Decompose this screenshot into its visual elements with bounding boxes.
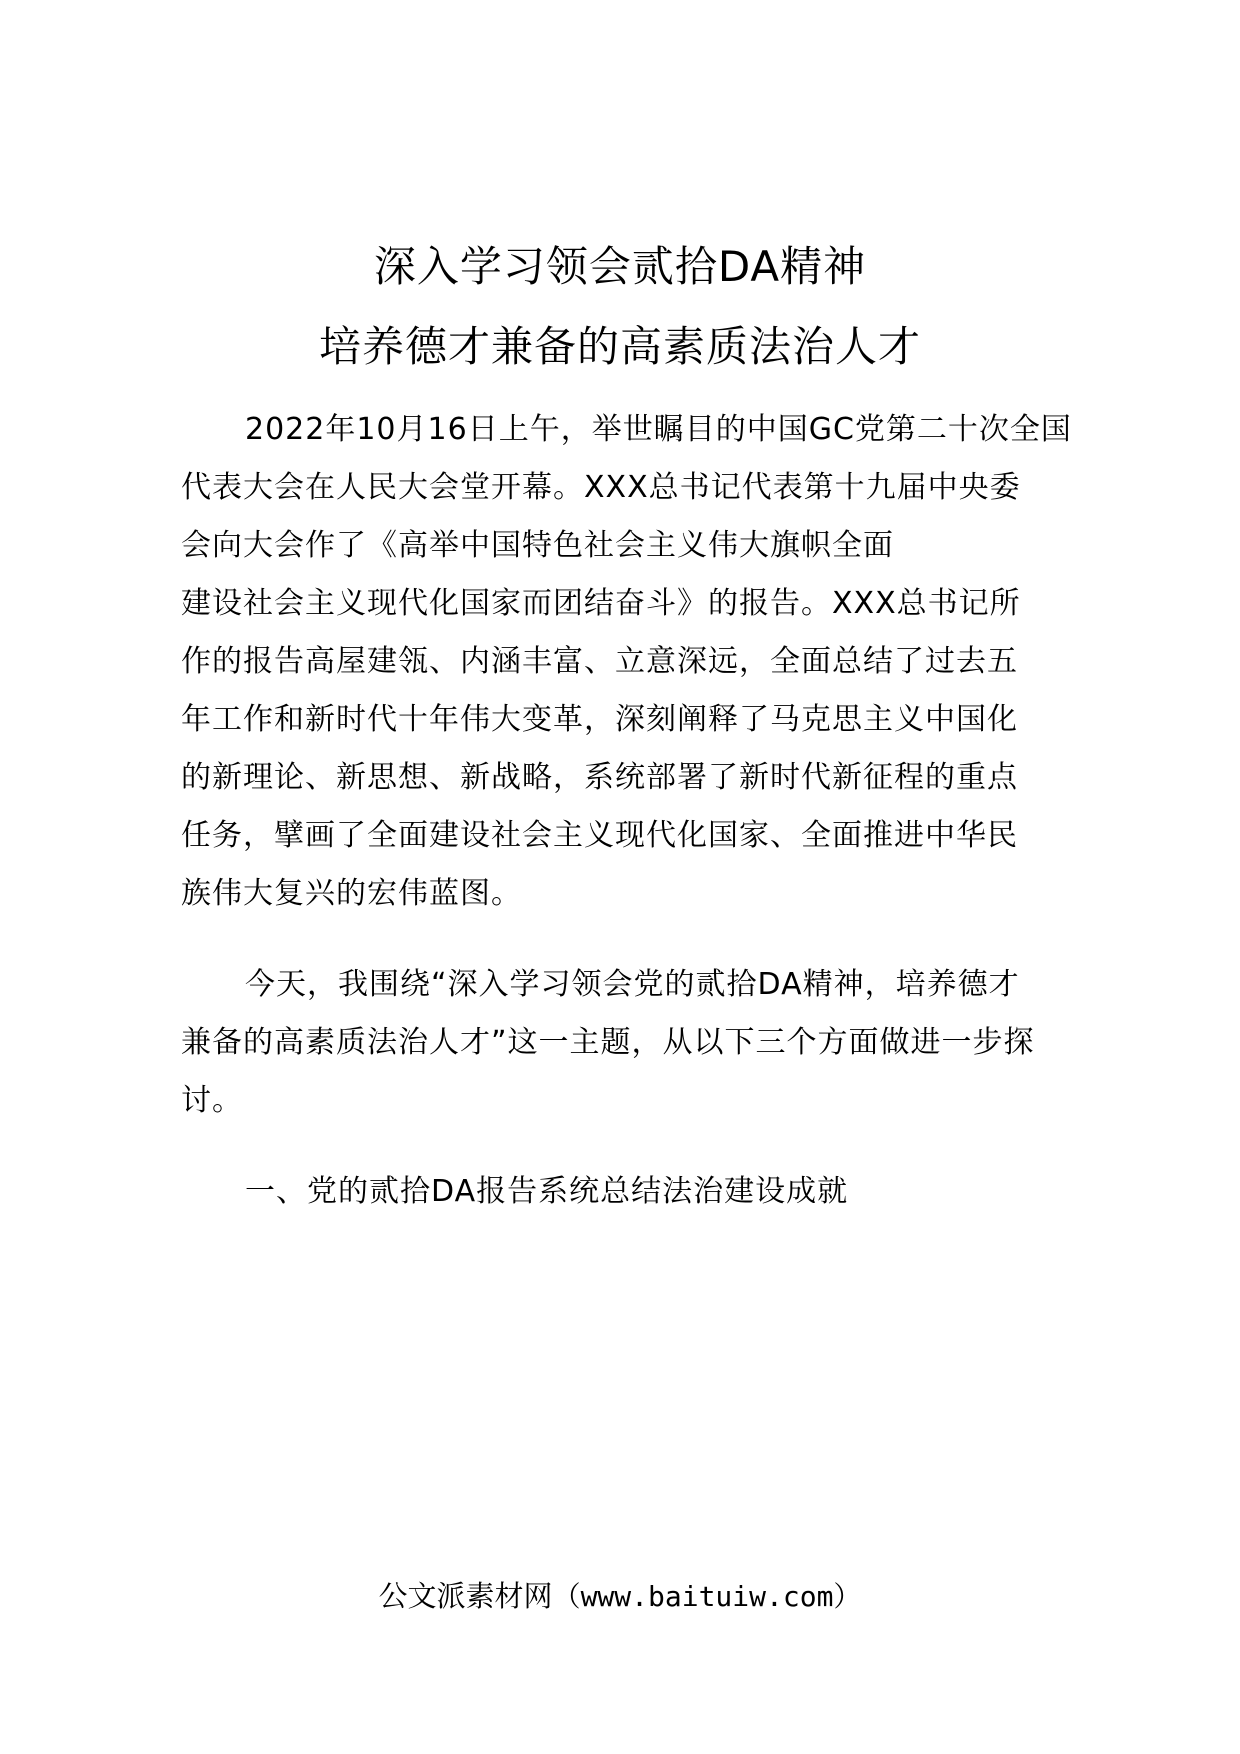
section-heading: 一、党的贰拾DA报告系统总结法治建设成就 (245, 1174, 849, 1209)
paragraph-line: 任务，擘画了全面建设社会主义现代化国家、全面推进中华民 (181, 818, 1018, 853)
paragraph-line: 建设社会主义现代化国家而团结奋斗》的报告。XXX总书记所 (181, 586, 1021, 621)
paragraph-line: 2022年10月16日上午，举世瞩目的中国GC党第二十次全国 (245, 412, 1072, 447)
paragraph-line: 年工作和新时代十年伟大变革，深刻阐释了马克思主义中国化 (181, 702, 1018, 737)
page-title-line-1: 深入学习领会贰拾DA精神 (373, 242, 867, 291)
footer-watermark (0, 1576, 1240, 1617)
paragraph-line: 会向大会作了《高举中国特色社会主义伟大旗帜全面 (181, 528, 894, 563)
paragraph-line: 作的报告高屋建瓴、内涵丰富、立意深远，全面总结了过去五 (181, 644, 1018, 679)
page-title-line-2: 培养德才兼备的高素质法治人才 (318, 322, 921, 371)
footer-url: （www.baituiw.com） (552, 1580, 862, 1613)
paragraph-line: 族伟大复兴的宏伟蓝图。 (181, 876, 522, 911)
paragraph-line: 兼备的高素质法治人才”这一主题，从以下三个方面做进一步探 (181, 1025, 1035, 1060)
paragraph-line: 今天，我围绕“深入学习领会党的贰拾DA精神，培养德才 (245, 967, 1020, 1002)
footer-site-name: 公文派素材网 (378, 1579, 553, 1613)
paragraph-line: 代表大会在人民大会堂开幕。XXX总书记代表第十九届中央委 (181, 470, 1021, 505)
paragraph-line: 的新理论、新思想、新战略，系统部署了新时代新征程的重点 (181, 760, 1018, 795)
paragraph-line: 讨。 (181, 1083, 243, 1118)
